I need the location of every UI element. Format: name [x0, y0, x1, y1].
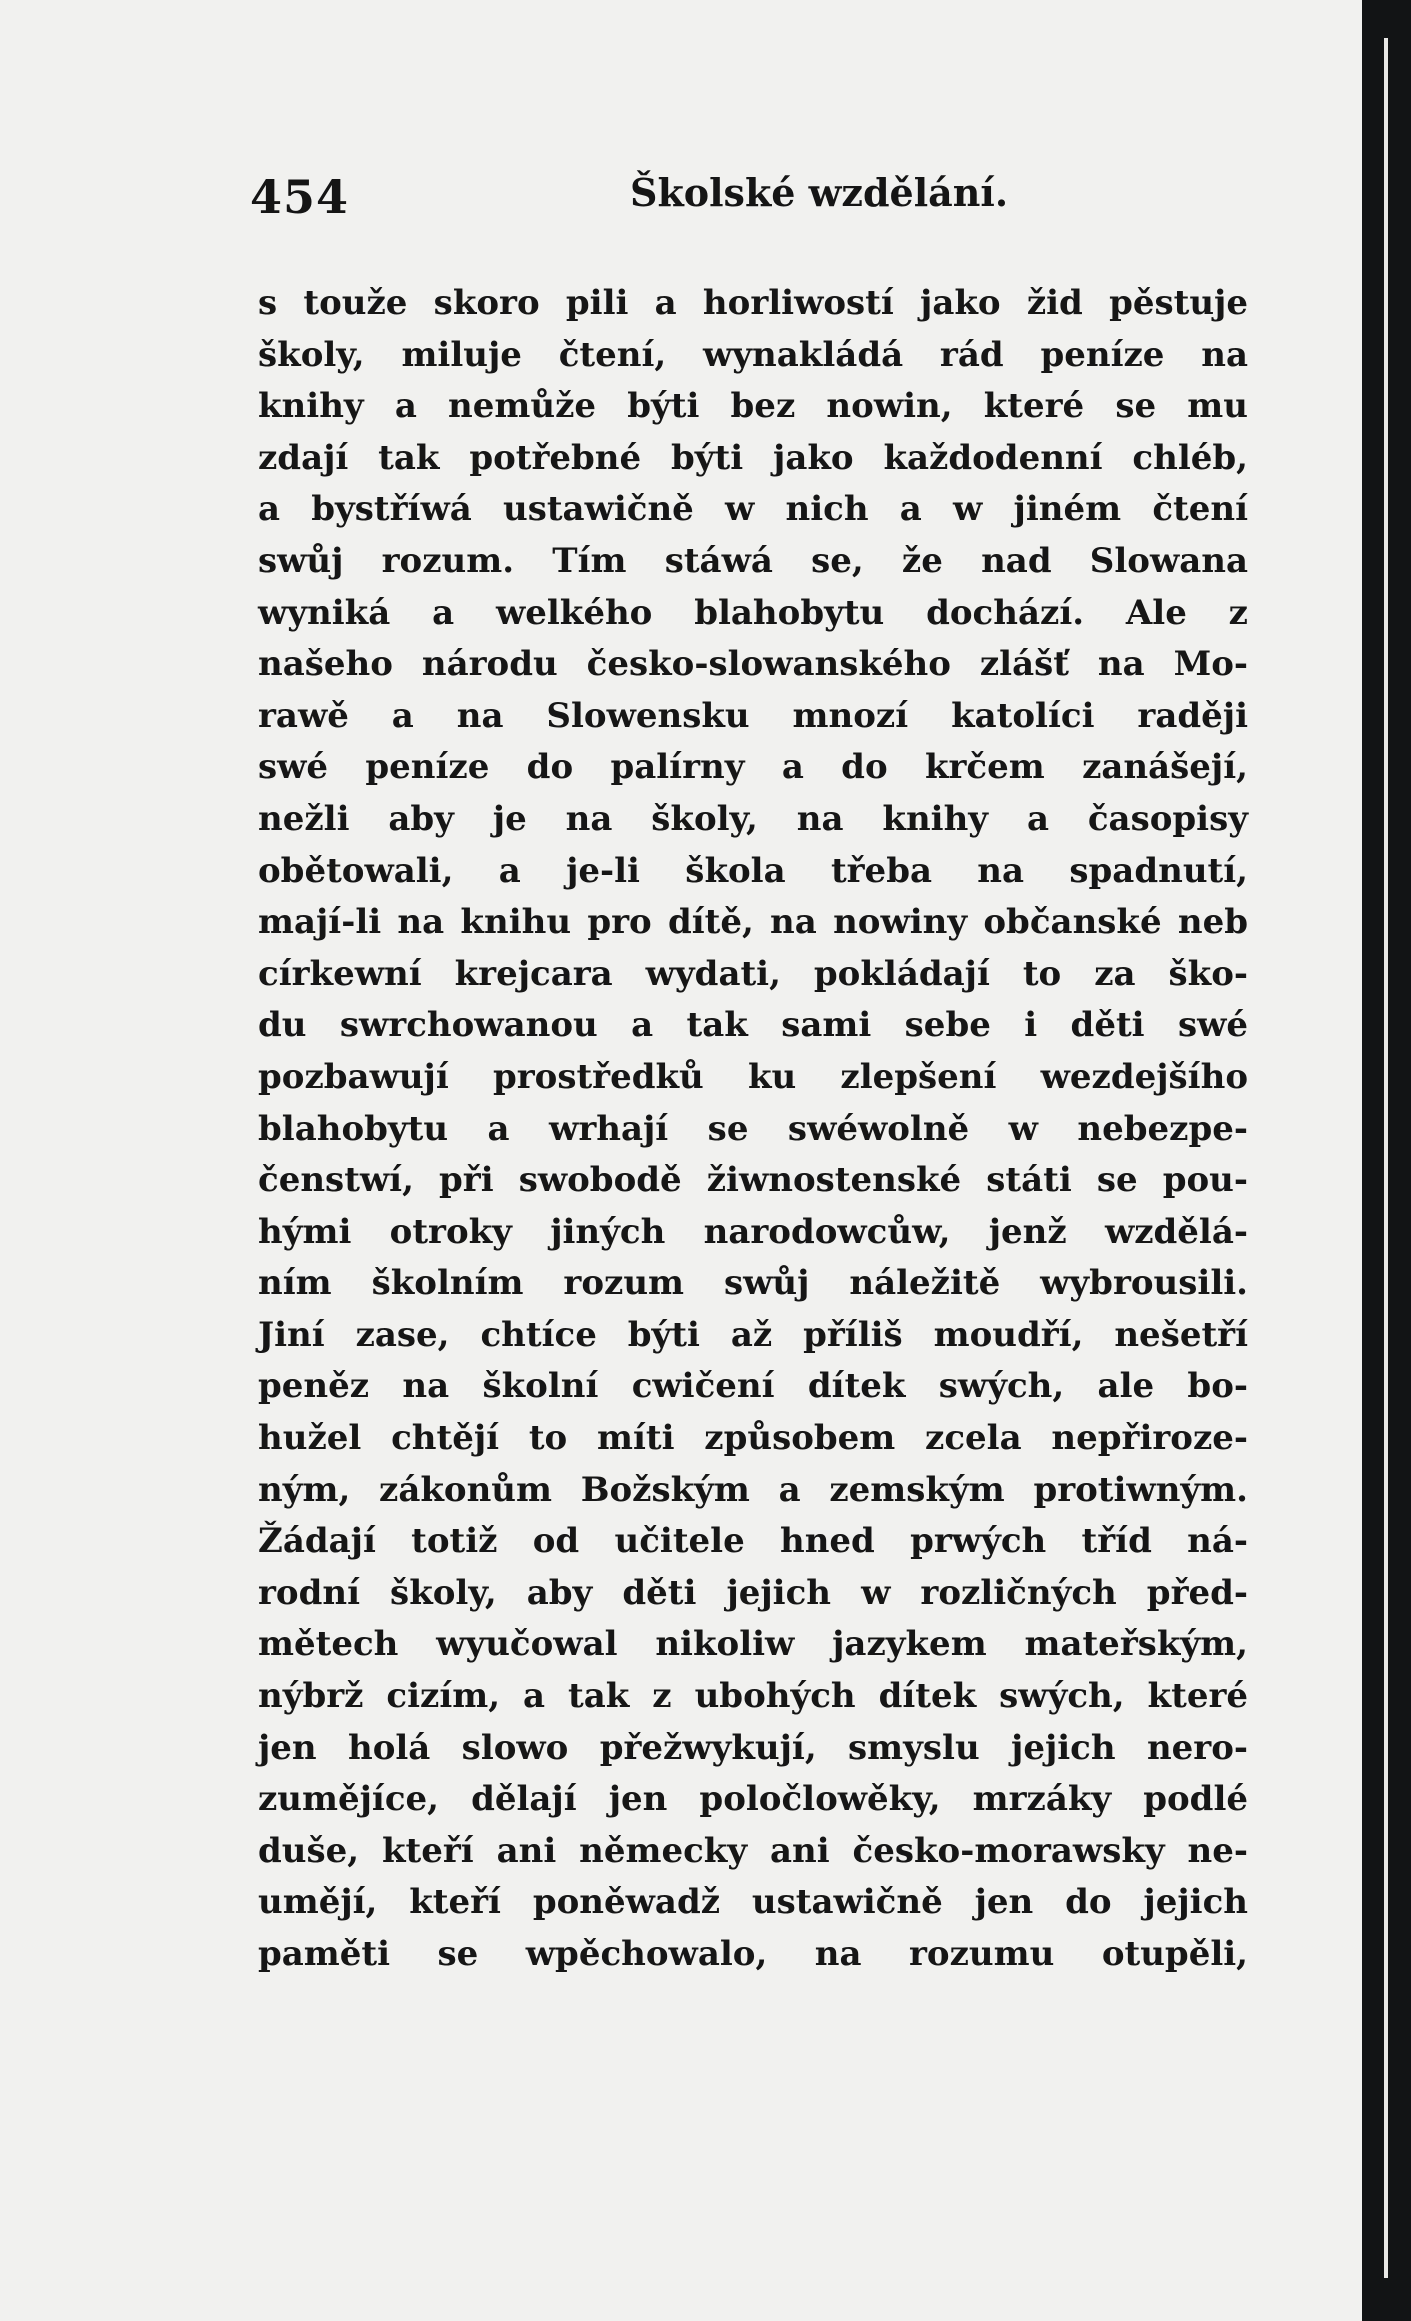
text-line: mají-li na knihu pro dítě, na nowiny občanské neb [258, 902, 1248, 943]
text-line: wyniká a welkého blahobytu dochází. Ale z [258, 592, 1248, 633]
text-line: obětowali, a je-li škola třeba na spadnutí, [258, 850, 1248, 891]
text-line: našeho národu česko-slowanského zlášť na Mo- [258, 644, 1248, 685]
text-line: duše, kteří ani německy ani česko-morawsky ne- [258, 1830, 1248, 1871]
text-line: peněz na školní cwičení dítek swých, ale bo- [258, 1366, 1248, 1407]
text-line: ným, zákonům Božským a zemským protiwným. [258, 1469, 1248, 1510]
text-line: swé peníze do palírny a do krčem zanášejí, [258, 747, 1248, 788]
text-line: ním školním rozum swůj náležitě wybrousili. [258, 1263, 1248, 1304]
text-line: čenstwí, při swobodě žiwnostenské státi se pou- [258, 1160, 1248, 1201]
text-line: nežli aby je na školy, na knihy a časopisy [258, 798, 1248, 839]
text-line: du swrchowanou a tak sami sebe i děti swé [258, 1005, 1248, 1046]
text-line: swůj rozum. Tím stáwá se, že nad Slowana [258, 540, 1248, 581]
text-line: zumějíce, dělají jen poločlowěky, mrzáky podlé [258, 1779, 1248, 1820]
text-line: Jiní zase, chtíce býti až příliš moudří, nešetří [258, 1314, 1248, 1355]
text-line: mětech wyučowal nikoliw jazykem mateřským, [258, 1624, 1248, 1665]
adjacent-page-edge [1384, 38, 1388, 2278]
page-number: 454 [250, 170, 350, 224]
text-line: hými otroky jiných narodowcůw, jenž wzdělá- [258, 1211, 1248, 1252]
text-line: Žádají totiž od učitele hned prwých tříd ná- [258, 1521, 1248, 1562]
text-line: a bystříwá ustawičně w nich a w jiném čtení [258, 489, 1248, 530]
body-text [258, 278, 1248, 1981]
text-line: jen holá slowo přežwykují, smyslu jejich nero- [258, 1727, 1248, 1768]
text-line: nýbrž cizím, a tak z ubohých dítek swých, které [258, 1676, 1248, 1717]
page-header [250, 170, 1250, 230]
text-line: pozbawují prostředků ku zlepšení wezdejšího [258, 1056, 1248, 1097]
text-line: rodní školy, aby děti jejich w rozličných před- [258, 1572, 1248, 1613]
text-line: hužel chtějí to míti způsobem zcela nepřiroze- [258, 1418, 1248, 1459]
text-line: rawě a na Slowensku mnozí katolíci raději [258, 695, 1248, 736]
text-line: s touže skoro pili a horliwostí jako žid pěstuje [258, 283, 1248, 323]
text-line: církewní krejcara wydati, pokládají to za ško- [258, 953, 1248, 994]
text-line: školy, miluje čtení, wynakládá rád peníze na [258, 334, 1248, 375]
running-title: Školské wzdělání. [630, 170, 1009, 215]
text-line: blahobytu a wrhají se swéwolně w nebezpe- [258, 1108, 1248, 1149]
text-line: zdají tak potřebné býti jako každodenní chléb, [258, 437, 1248, 478]
text-line: knihy a nemůže býti bez nowin, které se mu [258, 386, 1248, 427]
text-line: paměti se wpěchowalo, na rozumu otupěli, [258, 1934, 1248, 1974]
text-line: umějí, kteří poněwadž ustawičně jen do jejich [258, 1882, 1248, 1923]
